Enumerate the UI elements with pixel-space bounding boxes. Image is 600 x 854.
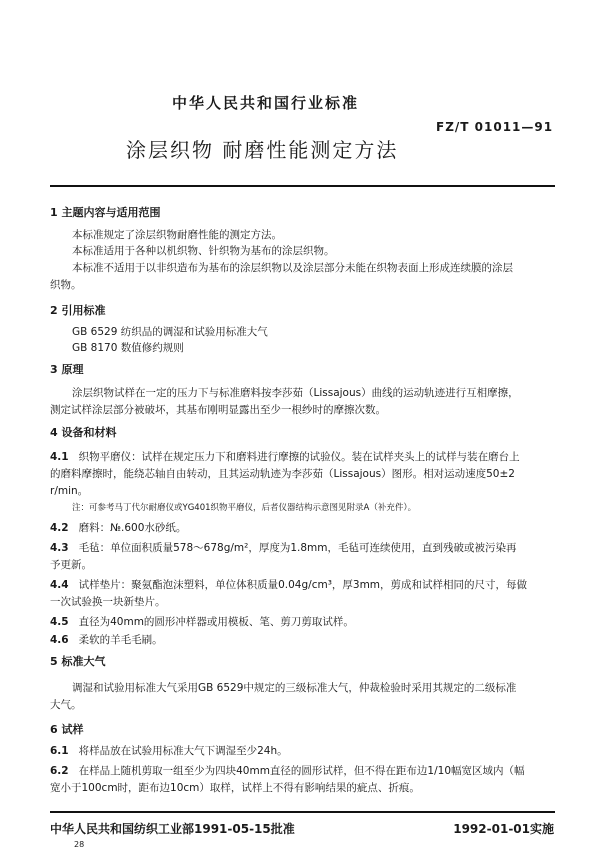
- clause-text: 将样品放在试验用标准大气下调湿至少24h。: [78, 745, 288, 757]
- clause-number: 4.6: [50, 634, 69, 646]
- section-4-heading: 4 设备和材料: [50, 426, 117, 439]
- header-divider: [50, 185, 555, 187]
- issuer-heading: 中华人民共和国行业标准: [172, 94, 360, 112]
- paragraph: 本标准不适用于以非织造布为基布的涂层织物以及涂层部分未能在织物表面上形成连续膜的涂层: [72, 262, 513, 274]
- clause-text: 试样垫片：聚氨酯泡沫塑料，单位体积质量0.04g/cm³，厚3mm，剪成和试样相同的尺寸，每做: [78, 579, 528, 591]
- clause-4-3: [50, 541, 517, 555]
- clause-number: 4.2: [50, 522, 69, 534]
- paragraph: 涂层织物试样在一定的压力下与标准磨料按李莎茹（Lissajous）曲线的运动轨迹进行互相摩擦，: [72, 387, 519, 399]
- paragraph-cont: 大气。: [50, 699, 82, 711]
- clause-number: 4.3: [50, 542, 69, 554]
- clause-4-6: [50, 633, 163, 647]
- clause-text: 毛毡：单位面积质量578～678g/m²，厚度为1.8mm，毛毡可连续使用，直到残破或被污染再: [78, 542, 517, 554]
- effective-date: 1992-01-01实施: [453, 822, 554, 836]
- clause-4-1: [50, 450, 520, 464]
- section-2-heading: 2 引用标准: [50, 304, 106, 317]
- clause-text-cont: 一次试验换一块新垫片。: [50, 596, 166, 608]
- clause-number: 4.1: [50, 451, 69, 463]
- clause-text: 磨料：№.600水砂纸。: [78, 522, 187, 534]
- section-1-heading: 1 主题内容与适用范围: [50, 206, 161, 219]
- clause-4-5: [50, 615, 354, 629]
- page-number: 28: [74, 840, 85, 849]
- paragraph: 调湿和试验用标准大气采用GB 6529中规定的三级标准大气，仲裁检验时采用其规定的二级标准: [72, 682, 517, 694]
- section-6-heading: 6 试样: [50, 723, 84, 736]
- standard-code: FZ/T 01011—91: [436, 120, 554, 134]
- reference-item: GB 8170 数值修约规则: [72, 342, 184, 354]
- clause-6-1: [50, 744, 288, 758]
- clause-6-2: [50, 764, 525, 778]
- clause-text-cont: 宽小于100cm时，距布边10cm）取样，试样上不得有影响结果的疵点、折痕。: [50, 782, 420, 794]
- section-5-heading: 5 标准大气: [50, 655, 106, 668]
- clause-text: 织物平磨仪：试样在规定压力下和磨料进行摩擦的试验仪。装在试样夹头上的试样与装在磨台上: [78, 451, 520, 463]
- section-3-heading: 3 原理: [50, 363, 84, 376]
- paragraph-cont: 测定试样涂层部分被破坏，其基布刚明显露出至少一根纱时的摩擦次数。: [50, 404, 386, 416]
- clause-4-2: [50, 521, 186, 535]
- reference-item: GB 6529 纺织品的调湿和试验用标准大气: [72, 326, 268, 338]
- clause-text-cont: 予更新。: [50, 559, 92, 571]
- clause-number: 4.5: [50, 616, 69, 628]
- clause-text-cont: 的磨料摩擦时，能绕芯轴自由转动，且其运动轨迹为李莎茹（Lissajous）图形。相对运动速度50±2: [50, 468, 515, 480]
- clause-text: 直径为40mm的圆形冲样器或用模板、笔、剪刀剪取试样。: [78, 616, 354, 628]
- document-title: 涂层织物 耐磨性能测定方法: [126, 138, 399, 162]
- clause-text: 柔软的羊毛毛刷。: [78, 634, 163, 646]
- paragraph: 本标准规定了涂层织物耐磨性能的测定方法。: [72, 229, 282, 241]
- paragraph: 本标准适用于各种以机织物、针织物为基布的涂层织物。: [72, 245, 335, 257]
- clause-number: 4.4: [50, 579, 69, 591]
- clause-text-cont: r/min。: [50, 485, 89, 497]
- footer-divider: [50, 811, 555, 813]
- note: 注：可参考马丁代尔耐磨仪或YG401织物平磨仪，后者仪器结构示意图见附录A（补充件）。: [72, 503, 417, 513]
- approval-line: 中华人民共和国纺织工业部1991-05-15批准: [50, 822, 295, 836]
- clause-4-4: [50, 578, 527, 592]
- clause-number: 6.1: [50, 745, 69, 757]
- paragraph-cont: 织物。: [50, 279, 82, 291]
- clause-number: 6.2: [50, 765, 69, 777]
- clause-text: 在样品上随机剪取一组至少为四块40mm直径的圆形试样，但不得在距布边1/10幅宽区域内（幅: [78, 765, 525, 777]
